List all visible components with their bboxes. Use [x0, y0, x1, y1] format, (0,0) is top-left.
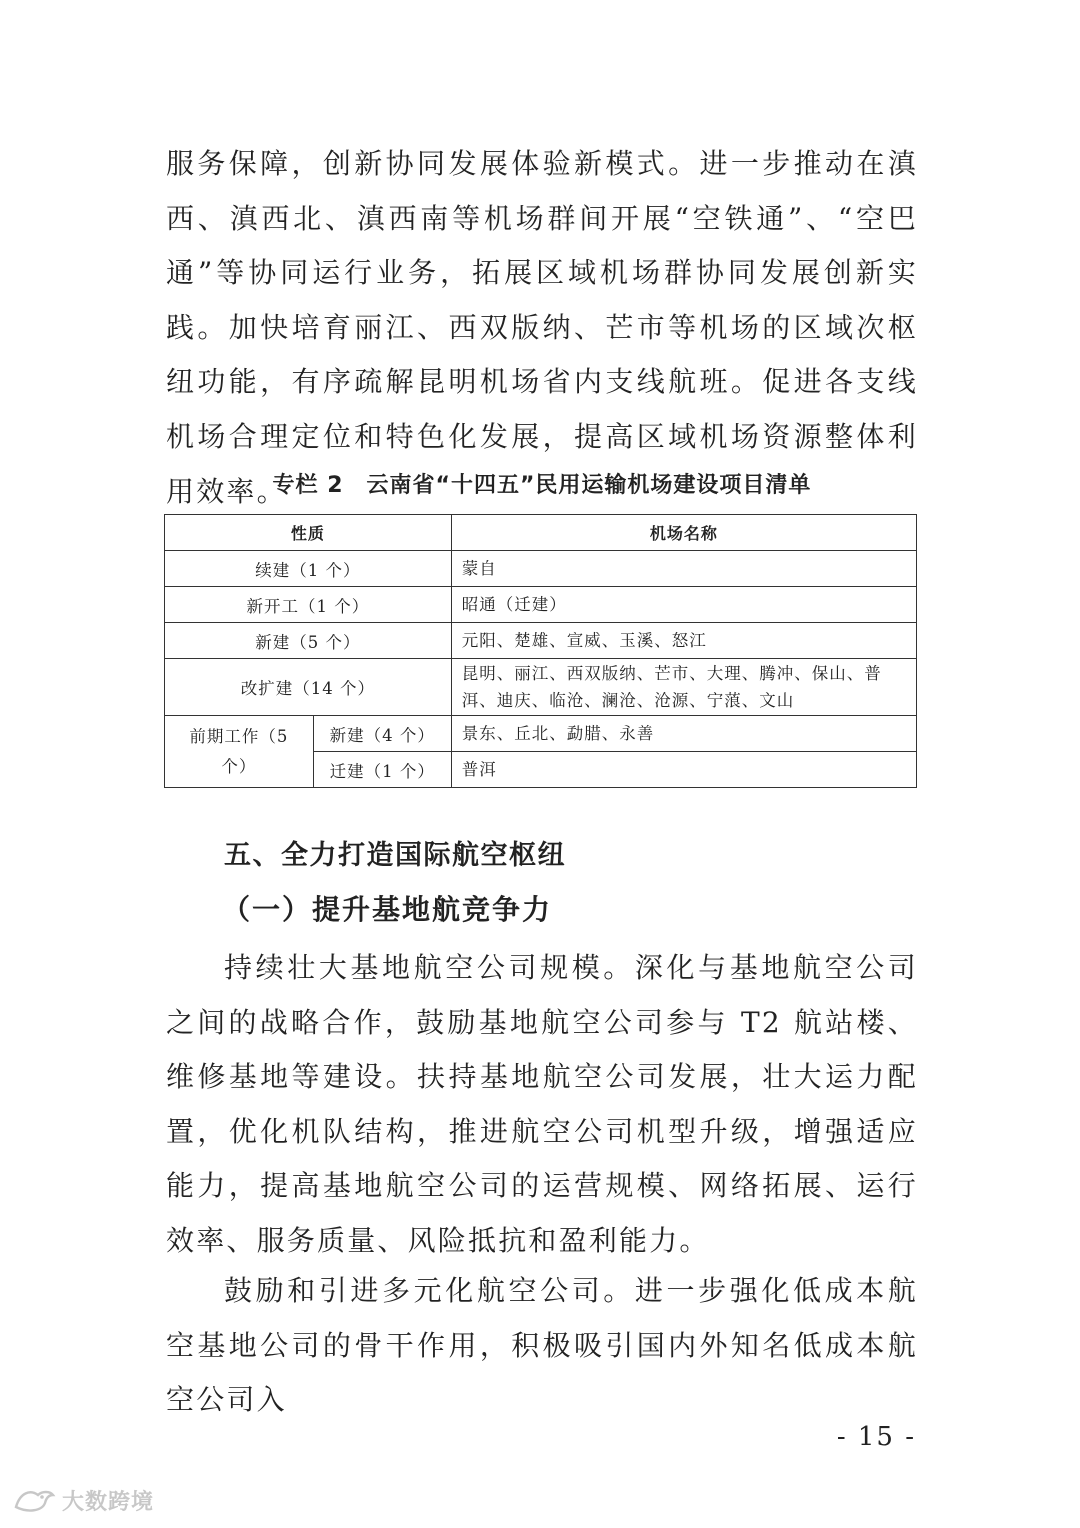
row-airports: 普洱: [451, 752, 916, 788]
table-row: [165, 587, 917, 623]
header-nature: 性质: [165, 515, 452, 551]
watermark: [12, 1484, 154, 1516]
table-row: [165, 623, 917, 659]
header-airport-name: 机场名称: [451, 515, 916, 551]
body-paragraph-1: 持续壮大基地航空公司规模。深化与基地航空公司之间的战略合作，鼓励基地航空公司参与 T2 航站楼、维修基地等建设。扶持基地航空公司发展，壮大运力配置，优化机队结构，推进航空公司机型升级，增强适应能力，提高基地航空公司的运营规模、网络拓展、运行效率、服务质量、风险抵抗和盈利能力。: [166, 951, 918, 1257]
section-heading: 五、全力打造国际航空枢纽: [224, 840, 566, 871]
row-category: 续建（1 个）: [165, 551, 452, 587]
table-row: [165, 659, 917, 716]
table-header-row: [165, 515, 917, 551]
page-number: - 15 -: [836, 1422, 916, 1452]
bird-logo-icon: [12, 1485, 56, 1515]
group-category: 前期工作（5 个）: [165, 716, 314, 788]
row-airports: 蒙自: [451, 551, 916, 587]
row-category: 改扩建（14 个）: [165, 659, 452, 716]
row-airports: 景东、丘北、勐腊、永善: [451, 716, 916, 752]
table-row: [165, 716, 917, 752]
intro-paragraph: 服务保障，创新协同发展体验新模式。进一步推动在滇西、滇西北、滇西南等机场群间开展“空铁通”、“空巴通”等协同运行业务，拓展区域机场群协同发展创新实践。加快培育丽江、西双版纳、芒市等机场的区域次枢纽功能，有序疏解昆明机场省内支线航班。促进各支线机场合理定位和特色化发展，提高区域机场资源整体利用效率。: [166, 147, 918, 508]
airport-projects-table: [164, 514, 917, 788]
table-row: [165, 551, 917, 587]
row-subcategory: 新建（4 个）: [313, 716, 451, 752]
sub-heading: （一）提升基地航竞争力: [222, 893, 553, 926]
row-airports: 昭通（迁建）: [451, 587, 916, 623]
row-category: 新建（5 个）: [165, 623, 452, 659]
body-paragraph-2: 鼓励和引进多元化航空公司。进一步强化低成本航空基地公司的骨干作用，积极吸引国内外知名低成本航空公司入: [166, 1274, 918, 1417]
row-subcategory: 迁建（1 个）: [313, 752, 451, 788]
row-airports: 昆明、丽江、西双版纳、芒市、大理、腾冲、保山、普洱、迪庆、临沧、澜沧、沧源、宁蒗、文山: [451, 659, 916, 716]
watermark-text: 大数跨境: [62, 1489, 155, 1515]
row-airports: 元阳、楚雄、宣威、玉溪、怒江: [451, 623, 916, 659]
table-title: 专栏 2 云南省“十四五”民用运输机场建设项目清单: [272, 473, 812, 498]
row-category: 新开工（1 个）: [165, 587, 452, 623]
